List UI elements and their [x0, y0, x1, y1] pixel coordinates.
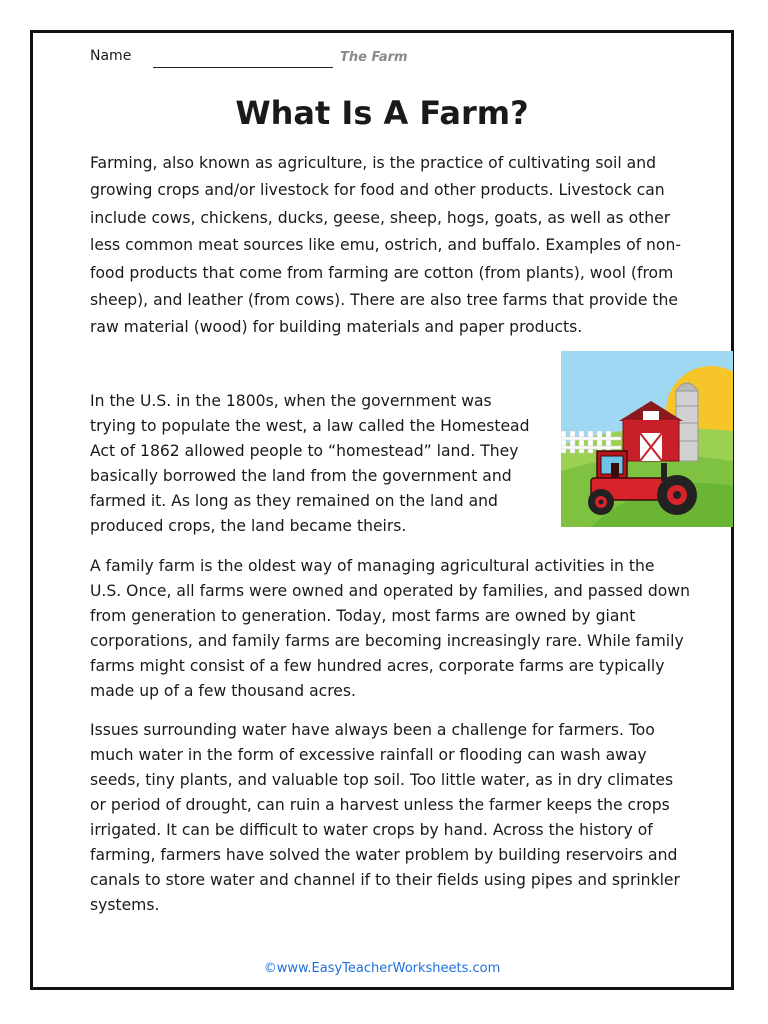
- paragraph-family-farm: A family farm is the oldest way of managing agricultural activities in the U.S. Once, all farms were owned and operated by families, and passed down from generation to generation. Today, most farms are owned by giant corporations, and family farms are becoming increasingly rare. While family farms might consist of a few hundred acres, corporate farms are typically made up of a few thousand acres.: [90, 557, 690, 700]
- farm-tractor-illustration: [561, 351, 733, 527]
- name-label: Name: [90, 48, 132, 64]
- name-header: [90, 48, 420, 70]
- paragraph-homestead: In the U.S. in the 1800s, when the government was trying to populate the west, a law called the Homestead Act of 1862 allowed people to “homestead” land. They basically borrowed the land from the government and farmed it. As long as they remained on the land and produced crops, the land became theirs.: [90, 392, 530, 535]
- footer-copyright[interactable]: ©www.EasyTeacherWorksheets.com: [263, 961, 501, 976]
- name-blank-line[interactable]: [153, 67, 333, 68]
- paragraph-intro: Farming, also known as agriculture, is the practice of cultivating soil and growing crops and/or livestock for food and other products. Livestock can include cows, chickens, ducks, geese, sheep, hogs, goats, as well as other less common meat sources like emu, ostrich, and buffalo. Examples of non-food products that come from farming are cotton (from plants), wool (from sheep), and leather (from cows). There are also tree farms that provide the raw material (wood) for building materials and paper products.: [90, 154, 681, 337]
- page-title: What Is A Farm?: [235, 94, 529, 132]
- paragraph-water: Issues surrounding water have always been a challenge for farmers. Too much water in the form of excessive rainfall or flooding can wash away seeds, tiny plants, and valuable top soil. Too little water, as in dry climates or period of drought, can ruin a harvest unless the farmer keeps the crops irrigated. It can be difficult to water crops by hand. Across the history of farming, farmers have solved the water problem by building reservoirs and canals to store water and channel if to their fields using pipes and sprinkler systems.: [90, 721, 680, 914]
- worksheet-topic: The Farm: [340, 50, 408, 65]
